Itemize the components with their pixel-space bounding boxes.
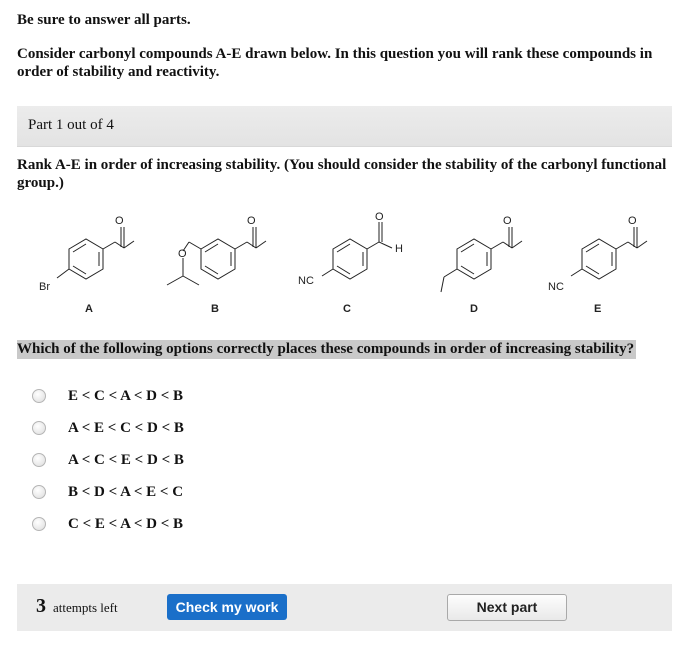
a-substituent: Br [39,281,50,293]
option-label[interactable]: A < C < E < D < B [68,452,184,468]
b-ether-oxygen: O [178,248,187,260]
question-text: Which of the following options correctly places these compounds in order of increasing stability? [17,341,635,357]
c-substituent: NC [298,275,314,287]
option-label[interactable]: B < D < A < E < C [68,484,184,500]
label-e: E [594,303,602,315]
radio-button[interactable] [32,517,46,531]
a-oxygen: O [115,215,124,227]
label-c: C [343,303,351,315]
compound-structures [17,200,677,325]
label-a: A [85,303,93,315]
structure-e [571,227,647,279]
attempts-label: attempts left [53,600,118,615]
part-label: Part 1 out of 4 [28,117,114,133]
e-substituent: NC [548,281,564,293]
structure-c [322,222,392,279]
part-header [17,106,672,147]
check-my-work-button[interactable]: Check my work [167,594,287,620]
radio-button[interactable] [32,389,46,403]
radio-button[interactable] [32,453,46,467]
structure-d [441,227,522,292]
c-oxygen: O [375,211,384,223]
label-d: D [470,303,478,315]
structure-a [57,227,134,279]
c-hydrogen: H [395,243,403,255]
intro-line-2: Consider carbonyl compounds A-E drawn below. In this question you will rank these compounds in order of stability and reactivity. [17,46,653,80]
label-b: B [211,303,219,315]
attempts-count: 3 [36,595,46,617]
option-label[interactable]: E < C < A < D < B [68,388,184,404]
e-oxygen: O [628,215,637,227]
b-oxygen: O [247,215,256,227]
footer-bar [17,584,672,631]
option-label[interactable]: C < E < A < D < B [68,516,184,532]
rank-instruction: Rank A-E in order of increasing stability. (You should consider the stability of the carbonyl functional group.) [17,157,667,191]
intro-line-1: Be sure to answer all parts. [17,12,191,28]
radio-button[interactable] [32,421,46,435]
option-label[interactable]: A < E < C < D < B [68,420,184,436]
d-oxygen: O [503,215,512,227]
next-part-button[interactable]: Next part [447,594,567,621]
radio-button[interactable] [32,485,46,499]
